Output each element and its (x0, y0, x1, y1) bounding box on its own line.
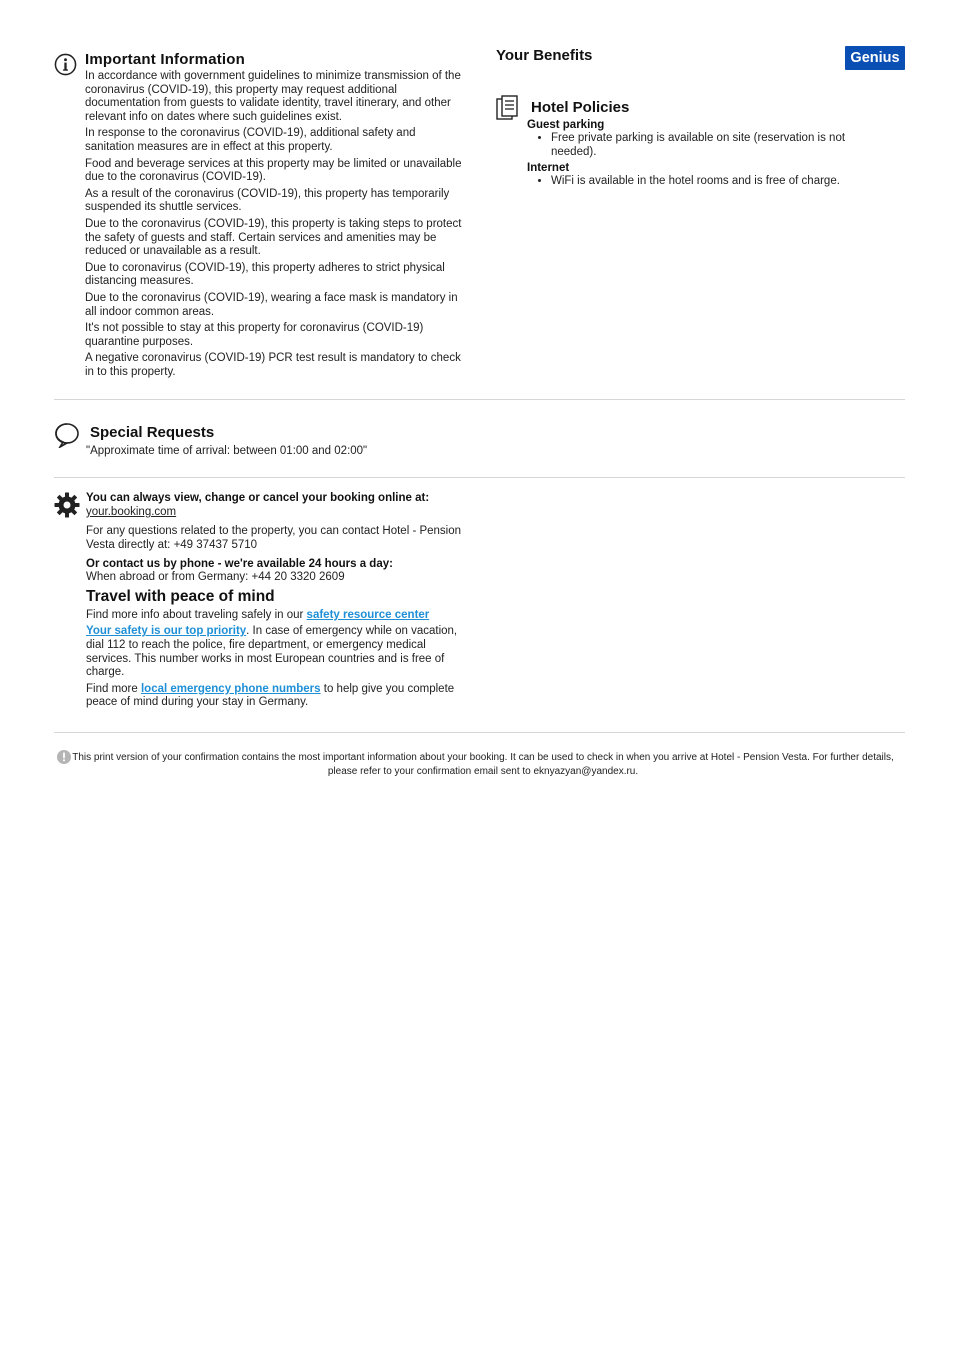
parking-heading: Guest parking (527, 119, 605, 131)
phone-contact-heading: Or contact us by phone - we're available 24 hours a day: (86, 558, 393, 571)
safety-resource-link[interactable]: safety resource center (306, 608, 430, 621)
list-item: • Free private parking is available on site (reservation is not needed). (551, 132, 887, 159)
internet-heading: Internet (527, 162, 570, 175)
local-numbers-pre: Find more (86, 682, 141, 695)
travel-title: Travel with peace of mind (86, 587, 275, 605)
property-contact-text: For any questions related to the property, you can contact Hotel - Pension Vesta directly at: +49 37437 5710 (86, 525, 462, 551)
manage-booking-section (86, 491, 466, 713)
safety-priority-link[interactable]: Your safety is our top priority (86, 625, 247, 638)
info-paragraph: A negative coronavirus (COVID-19) PCR test result is mandatory to check in to this property. (85, 352, 461, 378)
important-info-section (54, 51, 466, 382)
info-paragraph: Due to coronavirus (COVID-19), this property adheres to strict physical distancing measures. (85, 261, 445, 288)
info-icon (54, 53, 77, 76)
special-requests-text: "Approximate time of arrival: between 01:00 and 02:00" (86, 445, 368, 457)
emergency-paragraph (86, 625, 466, 679)
manage-online-heading: You can always view, change or cancel your booking online at: (86, 492, 430, 504)
info-paragraph: Due to the coronavirus (COVID-19), wearing a face mask is mandatory in all indoor common areas. (85, 291, 458, 318)
info-paragraph: Food and beverage services at this property may be limited or unavailable due to the coronavirus (COVID-19). (85, 157, 462, 184)
booking-link[interactable]: your.booking.com (86, 506, 177, 518)
info-paragraph: Due to the coronavirus (COVID-19), this property is taking steps to protect the safety of guests and staff. Certain services and amenities may be reduced or unavailable as a result. (85, 217, 462, 258)
important-info-title: Important Information (85, 51, 246, 68)
phone-contact-text: When abroad or from Germany: +44 20 3320 2609 (86, 571, 345, 584)
speech-bubble-icon (54, 422, 80, 448)
safety-info-paragraph (86, 609, 466, 623)
policies-title: Hotel Policies (531, 99, 630, 116)
genius-badge: Genius (845, 46, 905, 70)
emergency-text: . In case of emergency while on vacation, dial 112 to reach the police, fire department, or emergency medical services. This number works in most European countries and is free of charge. (86, 625, 458, 679)
internet-list (527, 175, 887, 189)
local-numbers-rest: to help give you complete peace of mind during your stay in Germany. (86, 682, 455, 709)
local-emergency-link[interactable]: local emergency phone numbers (140, 682, 321, 695)
parking-list (527, 132, 887, 159)
local-numbers-paragraph (86, 683, 466, 710)
policies-body (527, 118, 887, 191)
info-paragraph: In accordance with government guidelines to minimize transmission of the coronavirus (COVID-19), this property may request additional documentation from guests to validate identity, travel itinerary, and other relevant info on dates where such guidelines exist. (85, 70, 461, 123)
info-paragraph: It's not possible to stay at this property for coronavirus (COVID-19) quarantine purposes. (85, 322, 424, 348)
document-icon (496, 95, 520, 121)
section-divider (54, 732, 905, 733)
list-item: • WiFi is available in the hotel rooms and is free of charge. (551, 175, 887, 189)
section-divider (54, 399, 905, 400)
safety-info-text: Find more info about traveling safely in our (86, 608, 307, 621)
section-divider (54, 477, 905, 478)
footer-note: This print version of your confirmation contains the most important information about your booking. It can be used to check in when you arrive at Hotel - Pension Vesta. For further details, please refer to your confirmation email sent to eknyazyan@yandex.ru. (72, 752, 894, 777)
special-requests-title: Special Requests (90, 424, 215, 441)
info-paragraph: As a result of the coronavirus (COVID-19), this property has temporarily suspended its shuttle services. (85, 187, 450, 214)
gear-icon (54, 492, 80, 518)
benefits-title: Your Benefits (496, 47, 593, 64)
info-paragraph: In response to the coronavirus (COVID-19), additional safety and sanitation measures are in effect at this property. (85, 127, 416, 153)
